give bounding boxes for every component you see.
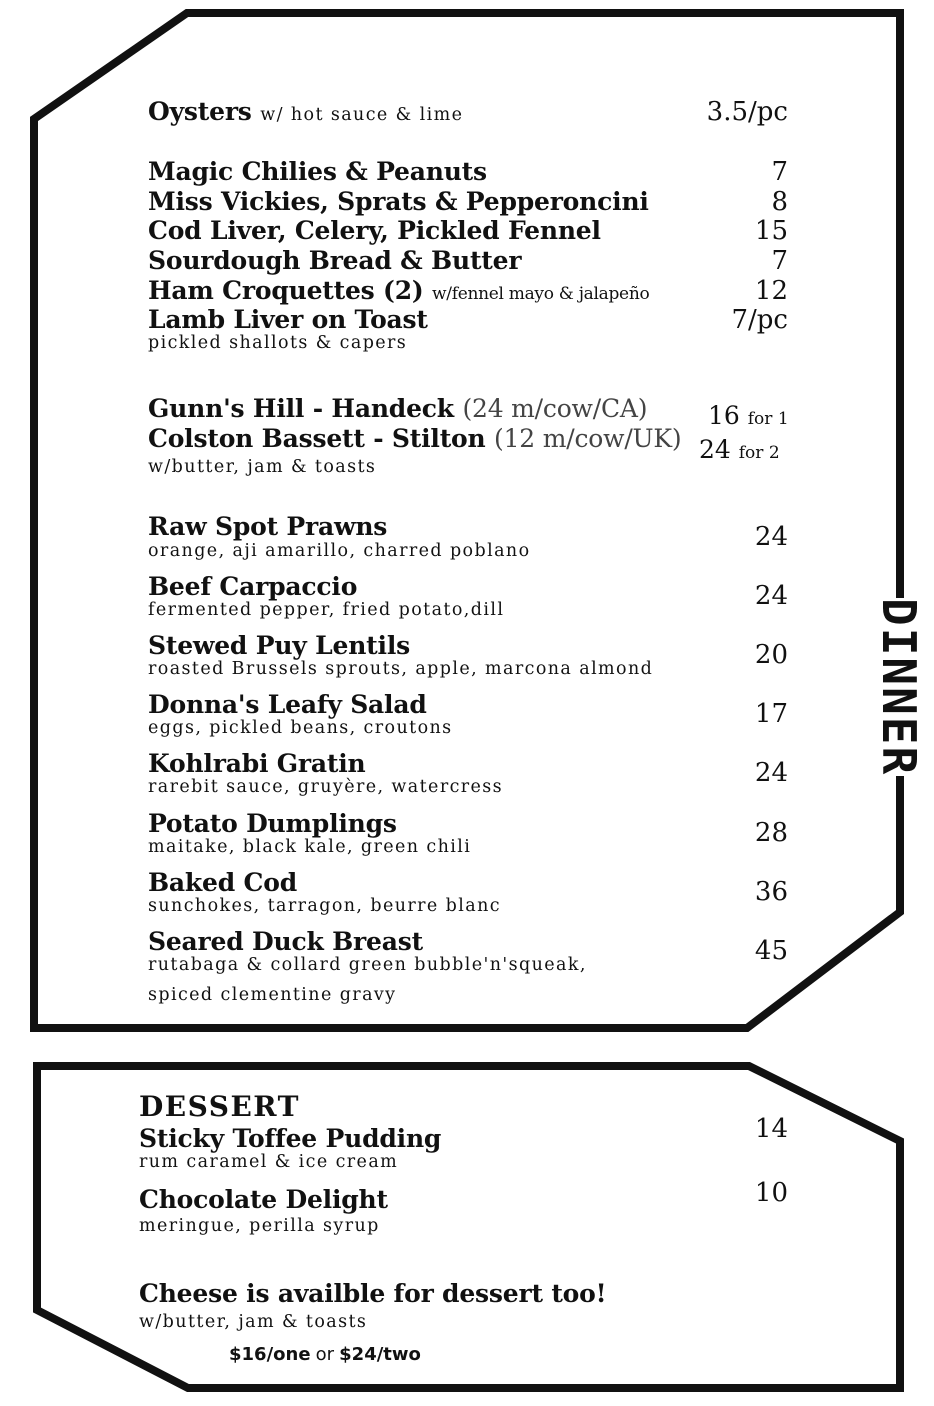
dessert-cheese-note: Cheese is availble for dessert too! <box>139 1279 607 1308</box>
item-price: 24 <box>754 581 788 611</box>
item-name: Gunn's Hill - Handeck <box>148 394 454 423</box>
dessert-heading: DESSERT <box>139 1090 300 1123</box>
cheese-item <box>148 396 647 421</box>
item-price: 24 <box>754 522 788 552</box>
price-amount: 16 <box>708 401 740 430</box>
item-price: 8 <box>771 187 788 217</box>
menu-item: Lamb Liver on Toast <box>148 305 428 334</box>
menu-item: Sourdough Bread & Butter <box>148 246 522 275</box>
menu-item: Baked Cod <box>148 868 297 897</box>
menu-item: Donna's Leafy Salad <box>148 690 427 719</box>
item-description: rum caramel & ice cream <box>139 1152 399 1172</box>
cheese-item <box>148 426 681 451</box>
menu-item: Cod Liver, Celery, Pickled Fennel <box>148 216 601 245</box>
price-one: $16/one <box>229 1344 311 1365</box>
item-price: 3.5/pc <box>706 97 788 127</box>
item-detail: (12 m/cow/UK) <box>494 424 682 453</box>
item-description: rarebit sauce, gruyère, watercress <box>148 777 504 797</box>
item-description: maitake, black kale, green chili <box>148 837 472 857</box>
cheese-price <box>699 435 780 464</box>
item-price: 28 <box>754 818 788 848</box>
item-name: Oysters <box>148 97 252 126</box>
menu-item: Chocolate Delight <box>139 1185 388 1214</box>
menu-item: Stewed Puy Lentils <box>148 631 411 660</box>
item-description: orange, aji amarillo, charred poblano <box>148 541 531 561</box>
menu-item: Potato Dumplings <box>148 809 397 838</box>
item-price: 36 <box>754 877 788 907</box>
price-amount: 24 <box>699 435 731 464</box>
item-price: 24 <box>754 758 788 788</box>
item-price: 45 <box>754 936 788 966</box>
item-note: w/fennel mayo & jalapeño <box>432 284 650 304</box>
item-description: meringue, perilla syrup <box>139 1216 380 1236</box>
menu-item: Magic Chilies & Peanuts <box>148 157 487 186</box>
cheese-price <box>708 401 789 430</box>
item-price: 7/pc <box>731 305 788 335</box>
item-description: rutabaga & collard green bubble'n'squeak, <box>148 955 587 975</box>
item-name: Colston Bassett - Stilton <box>148 424 486 453</box>
item-description: eggs, pickled beans, croutons <box>148 718 453 738</box>
item-description: spiced clementine gravy <box>148 985 397 1005</box>
item-description: w/butter, jam & toasts <box>139 1312 368 1332</box>
item-price: 12 <box>754 276 788 306</box>
menu-item: Beef Carpaccio <box>148 572 358 601</box>
menu-item-ham-croquettes <box>148 278 649 303</box>
price-two: $24/two <box>339 1344 421 1365</box>
item-description: roasted Brussels sprouts, apple, marcona almond <box>148 659 654 679</box>
menu-item: Seared Duck Breast <box>148 927 423 956</box>
item-price: 15 <box>754 216 788 246</box>
price-qty: for 2 <box>738 443 780 463</box>
menu-item: Raw Spot Prawns <box>148 512 388 541</box>
dessert-cheese-prices <box>229 1344 421 1365</box>
item-name: Ham Croquettes (2) <box>148 276 424 305</box>
menu-item: Sticky Toffee Pudding <box>139 1124 442 1153</box>
item-description: pickled shallots & capers <box>148 333 408 353</box>
menu-item: Kohlrabi Gratin <box>148 749 366 778</box>
dinner-side-title: DINNER <box>872 598 926 777</box>
item-description: fermented pepper, fried potato,dill <box>148 600 505 620</box>
item-price: 10 <box>754 1178 788 1208</box>
item-note: w/ hot sauce & lime <box>260 105 464 125</box>
item-description: w/butter, jam & toasts <box>148 457 377 477</box>
item-price: 7 <box>771 246 788 276</box>
item-description: sunchokes, tarragon, beurre blanc <box>148 896 501 916</box>
item-price: 7 <box>771 157 788 187</box>
item-detail: (24 m/cow/CA) <box>462 394 648 423</box>
item-price: 17 <box>754 699 788 729</box>
menu-item: Miss Vickies, Sprats & Pepperoncini <box>148 187 649 216</box>
menu-item-oysters <box>148 99 463 125</box>
item-price: 14 <box>754 1114 788 1144</box>
item-price: 20 <box>754 640 788 670</box>
price-or: or <box>315 1344 335 1365</box>
price-qty: for 1 <box>747 409 789 429</box>
